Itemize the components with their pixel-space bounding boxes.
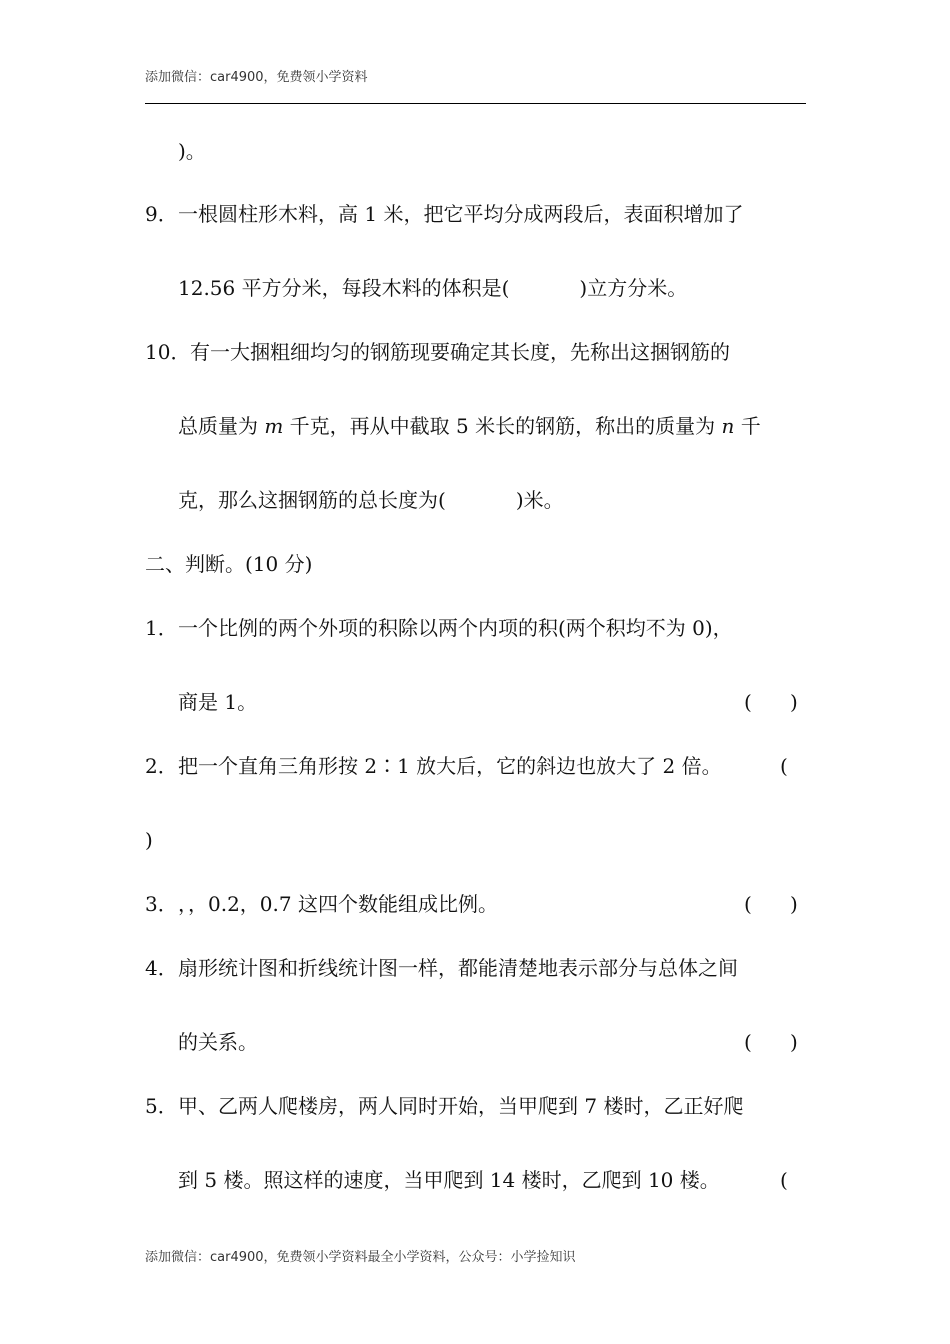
- judge-4-answer-paren[interactable]: ( ): [744, 1030, 798, 1054]
- judge-3-answer-paren[interactable]: ( ): [744, 892, 798, 916]
- question-10-line-1: 有一大捆粗细均匀的钢筋现要确定其长度，先称出这捆钢筋的: [190, 340, 730, 364]
- judge-1-line-1: 一个比例的两个外项的积除以两个内项的积(两个积均不为 0)，: [178, 616, 733, 640]
- question-10-text-c: 千: [734, 414, 761, 438]
- question-9-line-1: 一根圆柱形木料，高 1 米，把它平均分成两段后，表面积增加了: [178, 202, 744, 226]
- judge-3-line-1: ，，0.2，0.7 这四个数能组成比例。: [178, 892, 498, 916]
- variable-n: n: [721, 414, 735, 438]
- judge-5-line-1: 甲、乙两人爬楼房，两人同时开始，当甲爬到 7 楼时，乙正好爬: [178, 1094, 744, 1118]
- page-header: 添加微信：car4900，免费领小学资料: [145, 70, 368, 85]
- judge-4-number: 4．: [145, 956, 178, 980]
- judge-2-line-1: 把一个直角三角形按 2∶1 放大后，它的斜边也放大了 2 倍。: [178, 754, 722, 778]
- judge-4-line-2: 的关系。: [178, 1030, 258, 1054]
- section-2-title: 二、判断。(10 分): [145, 552, 313, 576]
- judge-2-answer-paren-open[interactable]: (: [780, 754, 788, 778]
- question-10-text-a: 总质量为: [178, 414, 265, 438]
- judge-3-number: 3．: [145, 892, 178, 916]
- judge-2-answer-paren-close[interactable]: ): [145, 828, 153, 852]
- judge-1-number: 1．: [145, 616, 178, 640]
- question-9-line-2: [178, 274, 687, 302]
- question-10-line-2: [178, 412, 761, 440]
- judge-1-answer-paren[interactable]: ( ): [744, 690, 798, 714]
- header-divider: [145, 103, 806, 104]
- question-10-text-d: 克，那么这捆钢筋的总长度为(: [178, 488, 446, 512]
- judge-5-answer-paren-open[interactable]: (: [780, 1168, 788, 1192]
- question-9-text-a: 12.56 平方分米，每段木料的体积是(: [178, 276, 510, 300]
- question-10-number: 10．: [145, 340, 191, 364]
- question-10-line-3: [178, 486, 564, 514]
- variable-m: m: [264, 414, 284, 438]
- question-10-text-e: )米。: [515, 488, 564, 512]
- question-9-text-b: )立方分米。: [579, 276, 688, 300]
- judge-1-line-2: 商是 1。: [178, 690, 258, 714]
- judge-5-line-2: 到 5 楼。照这样的速度，当甲爬到 14 楼时，乙爬到 10 楼。: [178, 1168, 720, 1192]
- judge-2-number: 2．: [145, 754, 178, 778]
- question-10-text-b: 千克，再从中截取 5 米长的钢筋，称出的质量为: [283, 414, 722, 438]
- page-footer: 添加微信：car4900，免费领小学资料最全小学资料，公众号：小学捡知识: [145, 1250, 576, 1265]
- question-9-number: 9．: [145, 202, 178, 226]
- judge-5-number: 5．: [145, 1094, 178, 1118]
- judge-4-line-1: 扇形统计图和折线统计图一样，都能清楚地表示部分与总体之间: [178, 956, 738, 980]
- continuation-text: )。: [178, 139, 206, 163]
